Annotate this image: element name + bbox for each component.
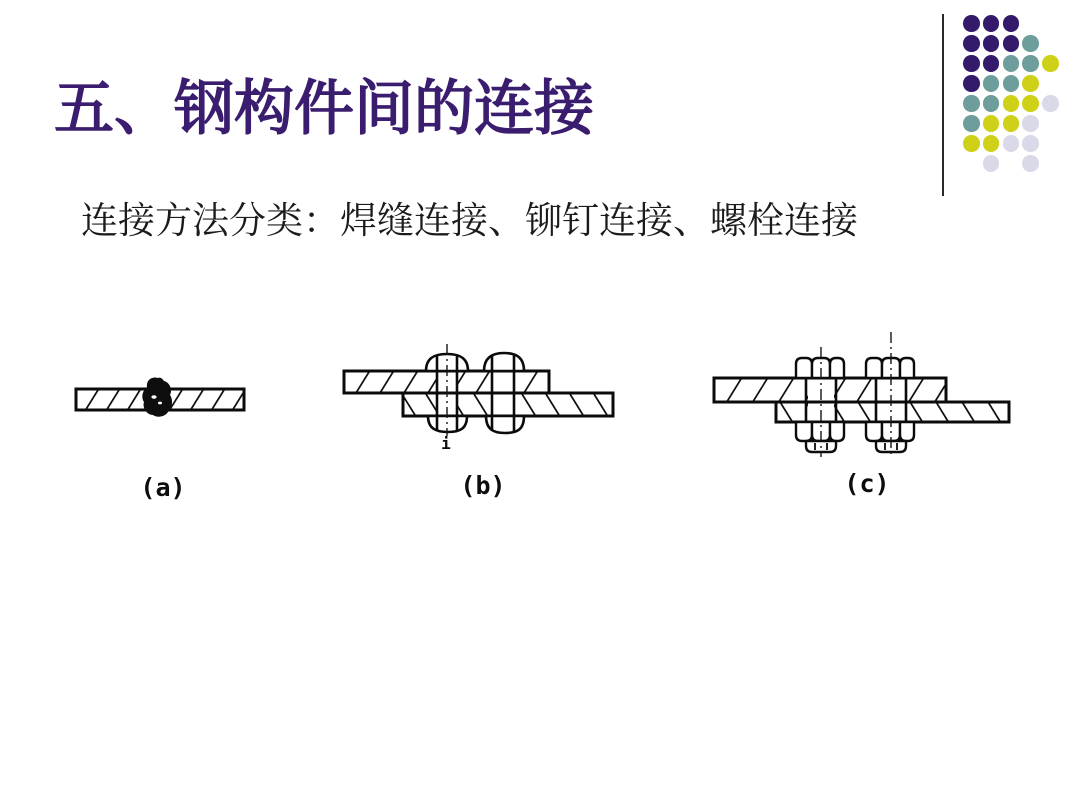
figure-riveted-joint xyxy=(344,344,613,500)
figure-a-label: (a) xyxy=(140,473,186,502)
weld-highlight xyxy=(158,402,162,405)
slide-title: 五、钢构件间的连接 xyxy=(54,76,594,142)
figure-c-label: (c) xyxy=(844,469,890,498)
bolt-head xyxy=(830,358,844,378)
figure-b-label: (b) xyxy=(460,471,506,500)
weld-highlight xyxy=(151,395,156,399)
weld-bead xyxy=(142,378,172,417)
figure-welded-joint xyxy=(76,378,244,502)
bolt-nut xyxy=(866,422,882,441)
bolt-nut xyxy=(796,422,812,441)
bolt-nut xyxy=(830,422,844,441)
rivet-centerline-annotation: i xyxy=(441,434,451,453)
bolt-nut xyxy=(900,422,914,441)
bolt-head xyxy=(866,358,882,378)
figure-bolted-joint xyxy=(714,332,1009,498)
slide-subtitle: 连接方法分类：焊缝连接、铆钉连接、螺栓连接 xyxy=(81,201,858,242)
bolt-head xyxy=(900,358,914,378)
bolt-head xyxy=(796,358,812,378)
rivet-head-top xyxy=(484,353,524,371)
